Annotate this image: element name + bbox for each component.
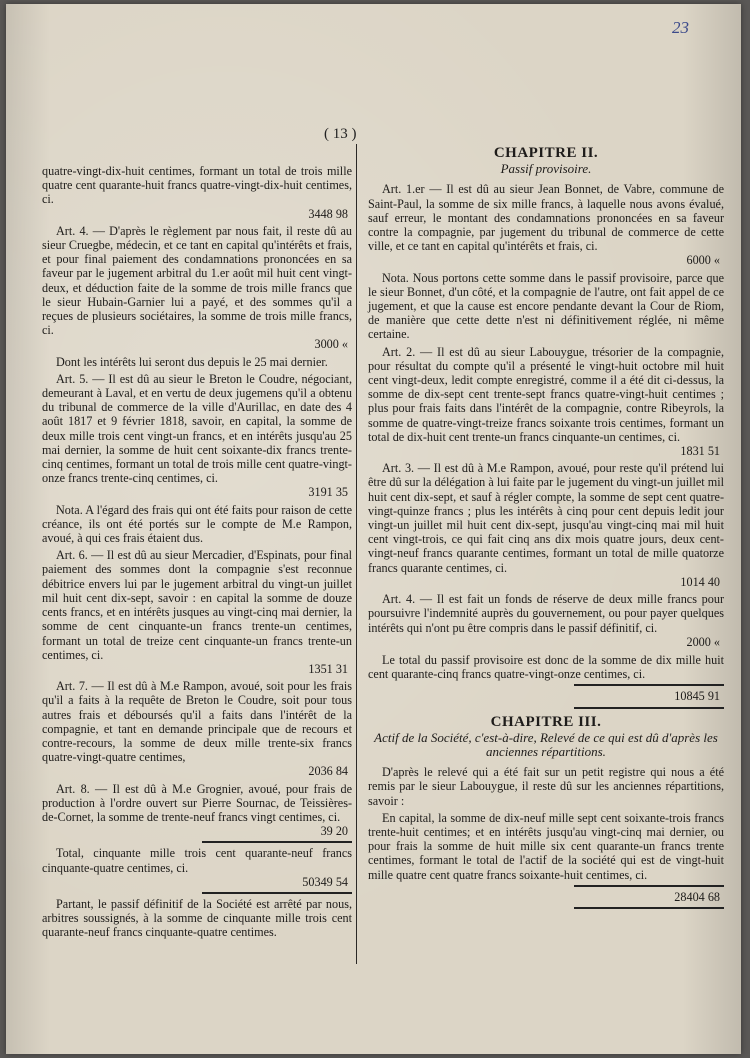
amount: 6000 «: [686, 253, 720, 268]
amount: 1831 51: [680, 444, 720, 459]
chapter-2-subtitle: Passif provisoire.: [500, 161, 592, 177]
amount: 39 20: [320, 824, 348, 839]
left-paragraph: Art. 5. — Il est dû au sieur le Breton le Coudre, négociant, demeurant à Laval, et en vertu de deux jugemens qu'il a obtenu du tribunal de commerce de la ville d'Aurillac, en date des 4 août 1817 et 9 février 1818, savoir, en capital, la somme de deux mille trois cent vingt-un francs, et en intérêts jusqu'au 25 mai dernier, la somme de huit cent soixante-dix francs trente-cinq centimes, formant un total de trois mille cent quatre-vingt-onze francs trente-cinq centimes, ci. 3191 35: [42, 371, 352, 500]
column-divider: [356, 144, 357, 964]
amount: 3191 35: [308, 485, 348, 500]
right-paragraph: Art. 3. — Il est dû à M.e Rampon, avoué, pour reste qu'il prétend lui être dû sur la délégation à lui faite par le jugement du vingt-un juillet mil huit cent dix-sept, et sauf à régler compte, la somme de sept cent quatre-vingt-quinze francs ; plus les intérêts à cinq pour cent depuis ledit jour vingt-un juillet mil huit cent dix-sept, jusqu'au vingt-cinq mai mil huit cent vingt-trois, ce qui fait cinq ans dix mois quatre jours, deux cent-vingt-neuf francs quarante centimes, formant un total de mille quatorze francs quarante centimes, ci. 1014 40: [368, 461, 724, 589]
total-rule: [202, 841, 352, 843]
amount: 3448 98: [308, 206, 348, 221]
amount: 3000 «: [314, 337, 348, 352]
left-total: Total, cinquante mille trois cent quarante-neuf francs cinquante-quatre centimes, ci. 50349 54: [42, 846, 352, 889]
total-rule: [574, 684, 724, 686]
left-paragraph: Partant, le passif définitif de la Société est arrêté par nous, arbitres soussignés, à la somme de cinquante mille trois cent quarante-neuf francs cinquante-quatre centimes.: [42, 896, 352, 940]
right-paragraph: En capital, la somme de dix-neuf mille sept cent soixante-trois francs trente-huit centimes; et en intérêts jusqu'au vingt-cinq mai dernier, ou pour frais la somme de huit mille six cent quarante-un francs trente centimes, formant le total de l'actif de la société qui est de vingt-huit mille quatre cent quatre francs soixante-huit centimes, ci.: [368, 810, 724, 882]
folio-number: 23: [672, 18, 689, 37]
left-paragraph: Art. 4. — D'après le règlement par nous fait, il reste dû au sieur Cruegbe, médecin, et ce tant en capital qu'intérêts et frais, et pour final paiement des condamnations prononcées en sa faveur par le jugement arbitral du 1.er août mil huit cent vingt-deux, et déduction faite de la somme de trois mille francs que le sieur Hubain-Garnier lui a payé, et des sommes qu'il a reçues de plusieurs sociétaires, la somme de trois mille francs, ci. 3000 «: [42, 223, 352, 352]
total-rule: [574, 885, 724, 887]
chapter-3-subtitle: Actif de la Société, c'est-à-dire, Relevé de ce qui est dû d'après les anciennes répartitions.: [374, 729, 718, 759]
chapter-3-title: CHAPITRE III.: [490, 713, 602, 730]
amount: 2000 «: [686, 634, 720, 649]
amount: 1351 31: [308, 661, 348, 676]
document-page: [6, 4, 741, 1054]
right-column: [368, 145, 724, 912]
right-paragraph: Art. 1.er — Il est dû au sieur Jean Bonnet, de Vabre, commune de Saint-Paul, la somme de six mille francs, à laquelle nous avons évalué, sauf erreur, le montant des condamnations prononcées en sa faveur contre la compagnie, par jugement du tribunal de commerce de cette ville, et ce tant en capital qu'intérêts et frais, ci. 6000 «: [368, 182, 724, 268]
amount: 50349 54: [302, 874, 348, 889]
right-paragraph: Art. 2. — Il est dû au sieur Labouygue, trésorier de la compagnie, pour résultat du compte qu'il a présenté le vingt-huit octobre mil huit cent vingt-deux, ledit compte enregistré, comme il a été dit ci-dessus, la somme de dix-sept cent trente-sept francs quatre-vingt-huit centimes ; plus pour frais faits dans l'intérêt de la compagnie, contre Ribeyrols, la somme de quatre-vingt-treize francs soixante trois centimes, formant un total de dix-huit cent trente-un francs cinquante-un centimes, ci. 1831 51: [368, 344, 724, 459]
right-paragraph: Nota. Nous portons cette somme dans le passif provisoire, parce que le sieur Bonnet, d'un côté, et la compagnie de l'autre, ont fait appel de ce jugement, et que la cause est encore pendante devant la Cour de Riom, de manière que cette dette n'est ni définitivement réglée, ni même certaine.: [368, 270, 724, 342]
amount: 1014 40: [680, 574, 720, 589]
chapter-3-total-amount: 28404 68: [674, 889, 720, 904]
left-paragraph: Art. 8. — Il est dû à M.e Grognier, avoué, pour frais de production à l'ordre ouvert sur Pierre Sournac, de Teissières-de-Cornet, la somme de trente-neuf francs vingt centimes, ci. 39 20: [42, 781, 352, 839]
total-rule: [574, 907, 724, 909]
chapter-2-total: Le total du passif provisoire est donc de la somme de dix mille huit cent quarante-cinq francs quatre-vingt-onze centimes, ci.: [368, 652, 724, 682]
left-paragraph: Dont les intérêts lui seront dus depuis le 25 mai dernier.: [56, 354, 328, 369]
left-paragraph: Nota. A l'égard des frais qui ont été faits pour raison de cette créance, ils ont été portés sur le compte de M.e Rampon, avoué, à qui ces frais étaient dus.: [42, 502, 352, 546]
right-paragraph: D'après le relevé qui a été fait sur un petit registre qui nous a été remis par le sieur Labouygue, il reste dû sur les anciennes répartitions, savoir :: [368, 765, 724, 808]
amount: 2036 84: [308, 764, 348, 779]
page-number: ( 13 ): [324, 126, 357, 142]
total-rule: [202, 892, 352, 894]
total-rule: [574, 707, 724, 709]
left-paragraph: Art. 7. — Il est dû à M.e Rampon, avoué, soit pour les frais qu'il a faits à la requête de Breton le Coudre, soit pour tous autres frais et déboursés qu'il a faits dans l'intérêt de la compagnie, et tant en demande principale que de recours et contre-recours, la somme de deux mille trente-six francs quatre-vingt-quatre centimes, 2036 84: [42, 679, 352, 779]
chapter-2-total-amount: 10845 91: [674, 689, 720, 704]
left-column: [42, 164, 352, 943]
left-paragraph: Art. 6. — Il est dû au sieur Mercadier, d'Espinats, pour final paiement des sommes dont la compagnie s'est reconnue débitrice envers lui par le jugement arbitral du vingt-un juillet mil huit cent dix-sept, savoir : en capital la somme de douze cents francs, et en intérêts jusques au vingt-cinq mai dernier, la somme de cent cinquante-un francs trente-un centimes, formant un total de treize cent cinquante-un francs trente-un centimes, ci. 1351 31: [42, 548, 352, 676]
right-paragraph: Art. 4. — Il est fait un fonds de réserve de deux mille francs pour poursuivre l'indemnité auprès du gouvernement, ou pour payer quelques intérêts qui n'ont pu être compris dans le passif définitif, ci. 2000 «: [368, 592, 724, 649]
left-paragraph: quatre-vingt-dix-huit centimes, formant un total de trois mille quatre cent quarante-huit francs quatre-vingt-dix-huit centimes, ci. 3448 98: [42, 164, 352, 221]
chapter-2-title: CHAPITRE II.: [493, 145, 599, 161]
